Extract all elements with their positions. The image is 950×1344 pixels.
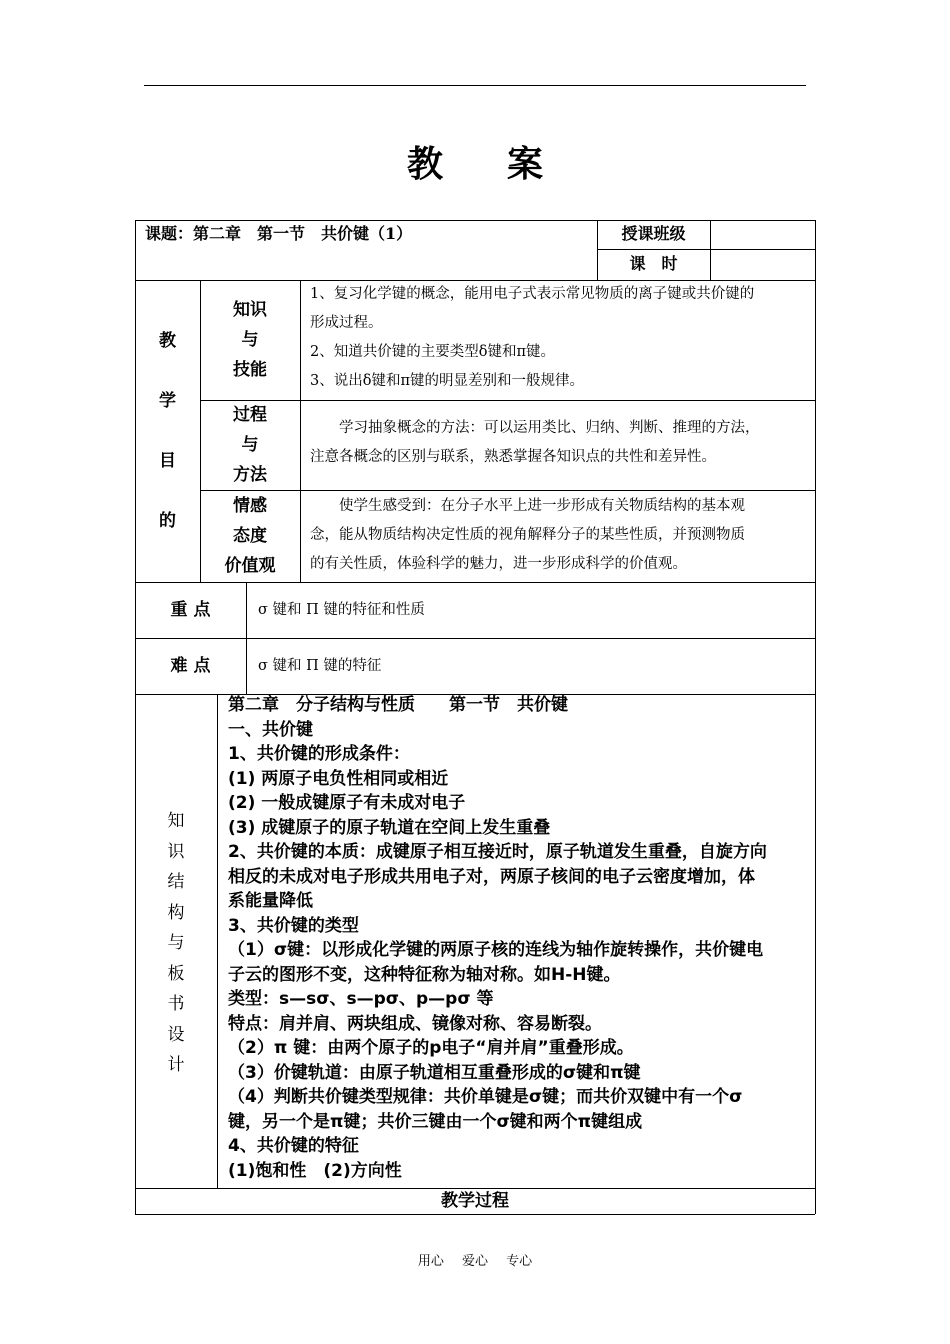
objectives-label: [135, 280, 200, 582]
label-char: 的: [159, 511, 176, 531]
category-text: 与: [241, 435, 259, 455]
text-line: （4）判断共价键类型规律：共价单键是σ键；而共价双键中有一个σ: [228, 1087, 743, 1107]
lesson-topic: 课题：第二章 第一节 共价键（1）: [145, 224, 413, 243]
text-line: 特点：肩并肩、两块组成、镜像对称、容易断裂。: [228, 1013, 602, 1034]
category-text: 与: [241, 330, 259, 350]
objective-category-attitude: [200, 490, 300, 582]
key-point-value: σ 键和 Π 键的特征和性质: [258, 602, 425, 618]
knowledge-content: [228, 693, 812, 1183]
text-line: (3) 成键原子的原子轨道在空间上发生重叠: [228, 817, 551, 838]
text-line: 类型：s—sσ、s—pσ、p—pσ 等: [228, 989, 494, 1009]
label-char: 识: [167, 841, 185, 862]
text-line: 念，能从物质结构决定性质的视角解释分子的某些性质，并预测物质: [310, 527, 745, 543]
category-text: 态度: [233, 526, 267, 546]
label-char: 计: [167, 1055, 185, 1075]
text-line: 1、共价键的形成条件：: [228, 744, 410, 764]
text-line: （2）π 键：由两个原子的p电子“肩并肩”重叠形成。: [228, 1038, 634, 1058]
text-line: (1)饱和性 (2)方向性: [228, 1160, 402, 1181]
label-char: 教: [159, 331, 176, 351]
text-line: 形成过程。: [310, 315, 383, 331]
label-char: 书: [167, 994, 185, 1014]
page-footer: 用心 爱心 专心: [417, 1254, 533, 1269]
category-text: 知识: [233, 300, 267, 320]
text-line: 子云的图形不变，这种特征称为轴对称。如H-H键。: [228, 964, 621, 985]
text-line: （3）价键轨道：由原子轨道相互重叠形成的σ键和π键: [228, 1062, 641, 1083]
label-char: 设: [167, 1024, 185, 1045]
category-text: 过程: [233, 405, 267, 425]
process-header: 教学过程: [441, 1191, 509, 1211]
objective-category-process: [200, 400, 300, 490]
category-text: 情感: [233, 496, 267, 516]
class-value: [710, 220, 815, 249]
text-line: (2) 一般成键原子有未成对电子: [228, 793, 466, 813]
document-title: 教案: [406, 144, 607, 185]
difficulty-label: 难 点: [170, 656, 211, 676]
objective-category-knowledge: [200, 280, 300, 400]
label-char: 板: [167, 963, 185, 984]
text-line: 2、知道共价键的主要类型δ键和π键。: [310, 344, 555, 360]
grid-line: [217, 694, 218, 1188]
grid-line: [300, 280, 301, 582]
label-char: 构: [167, 902, 185, 923]
label-char: 结: [167, 872, 185, 892]
label-char: 知: [167, 811, 185, 831]
key-point-label: 重 点: [170, 600, 211, 620]
text-line: 学习抽象概念的方法：可以运用类比、归纳、判断、推理的方法，: [310, 420, 760, 436]
table-border-right: [815, 220, 816, 1214]
text-line: 一、共价键: [228, 719, 313, 740]
text-line: 4、共价键的特征: [228, 1136, 359, 1156]
objective-text-attitude: [310, 492, 810, 579]
label-char: 目: [159, 451, 176, 471]
category-text: 价值观: [224, 556, 276, 576]
text-line: 键，另一个是π键；共价三键由一个σ键和两个π键组成: [228, 1111, 643, 1132]
knowledge-label: [135, 806, 217, 1081]
text-line: 1、复习化学键的概念，能用电子式表示常见物质的离子键或共价键的: [310, 286, 755, 302]
text-line: （1）σ键：以形成化学键的两原子核的连线为轴作旋转操作，共价键电: [228, 940, 764, 960]
text-line: 相反的未成对电子形成共用电子对，两原子核间的电子云密度增加，体: [228, 866, 755, 887]
text-line: (1) 两原子电负性相同或相近: [228, 768, 449, 789]
text-line: 的有关性质，体验科学的魅力，进一步形成科学的价值观。: [310, 556, 687, 572]
text-line: 使学生感受到：在分子水平上进一步形成有关物质结构的基本观: [310, 498, 745, 514]
text-line: 2、共价键的本质：成键原子相互接近时，原子轨道发生重叠，自旋方向: [228, 842, 767, 862]
table-border-bottom: [135, 1214, 815, 1215]
text-line: 第二章 分子结构与性质 第一节 共价键: [228, 695, 568, 715]
category-text: 方法: [233, 465, 267, 485]
text-line: 系能量降低: [228, 891, 313, 911]
label-char: 学: [159, 391, 176, 411]
label-char: 与: [167, 933, 185, 953]
objective-text-knowledge: [310, 280, 810, 396]
objective-text-process: [310, 414, 810, 472]
period-label: 课 时: [629, 254, 678, 273]
text-line: 3、共价键的类型: [228, 915, 359, 936]
difficulty-value: σ 键和 Π 键的特征: [258, 658, 382, 674]
text-line: 注意各概念的区别与联系，熟悉掌握各知识点的共性和差异性。: [310, 449, 716, 465]
period-value: [710, 249, 815, 280]
class-label: 授课班级: [621, 224, 686, 243]
category-text: 技能: [233, 360, 267, 380]
text-line: 3、说出δ键和π键的明显差别和一般规律。: [310, 373, 584, 389]
header-rule: [144, 85, 806, 86]
